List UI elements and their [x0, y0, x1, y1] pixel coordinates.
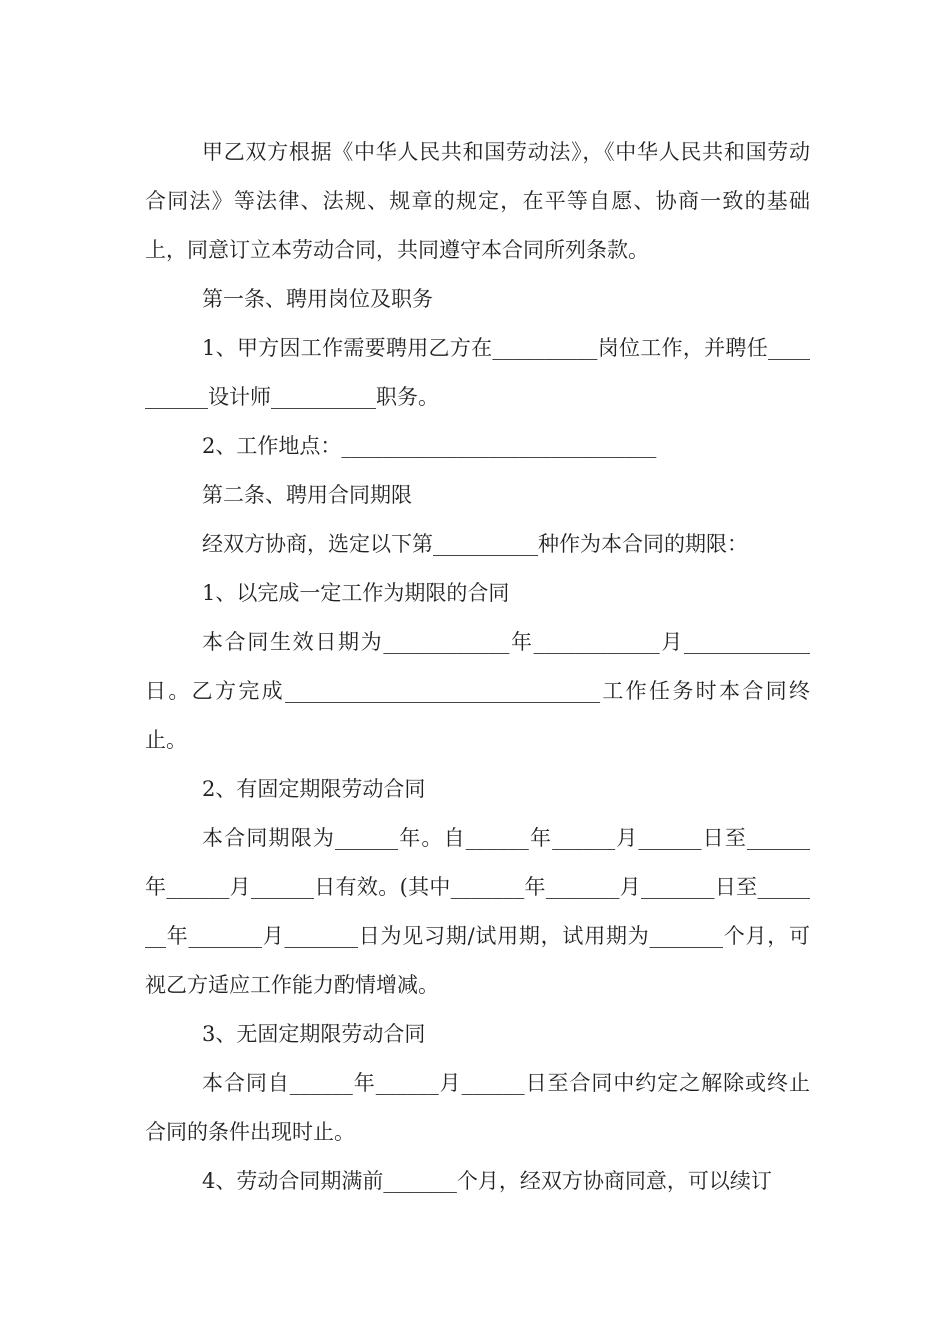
article-1-clause-1: 1、甲方因工作需要聘用乙方在__________岗位工作，并聘任__________设计师__________职务。	[145, 336, 810, 409]
term-clause-4-text: 4、劳动合同期满前_______个月，经双方协商同意，可以续订	[202, 1169, 772, 1193]
intro-paragraph: 甲乙双方根据《中华人民共和国劳动法》，《中华人民共和国劳动合同法》等法律、法规、规章的规定，在平等自愿、协商一致的基础上，同意订立本劳动合同，共同遵守本合同所列条款。	[145, 140, 810, 262]
term-option-1-text: 本合同生效日期为____________年____________月____________日。乙方完成______________________________工作任务时本合同终止。	[145, 630, 810, 752]
contract-body	[145, 128, 810, 1206]
term-option-2-heading: 2、有固定期限劳动合同	[202, 777, 426, 801]
term-option-2-text: 本合同期限为______年。自______年______月______日至______年______月______日有效。(其中_______年_______月_______日至_______年_______月_______日为见习期/试用期，试用期为_______个月，可视乙方适应工作能力酌情增减。	[145, 826, 810, 997]
article-2-heading: 第二条、聘用合同期限	[202, 483, 412, 507]
term-option-1-heading: 1、以完成一定工作为期限的合同	[202, 581, 510, 605]
article-2-intro: 经双方协商，选定以下第__________种作为本合同的期限：	[202, 532, 748, 556]
term-option-3-heading: 3、无固定期限劳动合同	[202, 1022, 426, 1046]
article-1-heading: 第一条、聘用岗位及职务	[202, 287, 433, 311]
term-option-3-text: 本合同自______年______月______日至合同中约定之解除或终止合同的条件出现时止。	[145, 1071, 810, 1144]
article-1-clause-2: 2、工作地点：______________________________	[202, 434, 657, 458]
